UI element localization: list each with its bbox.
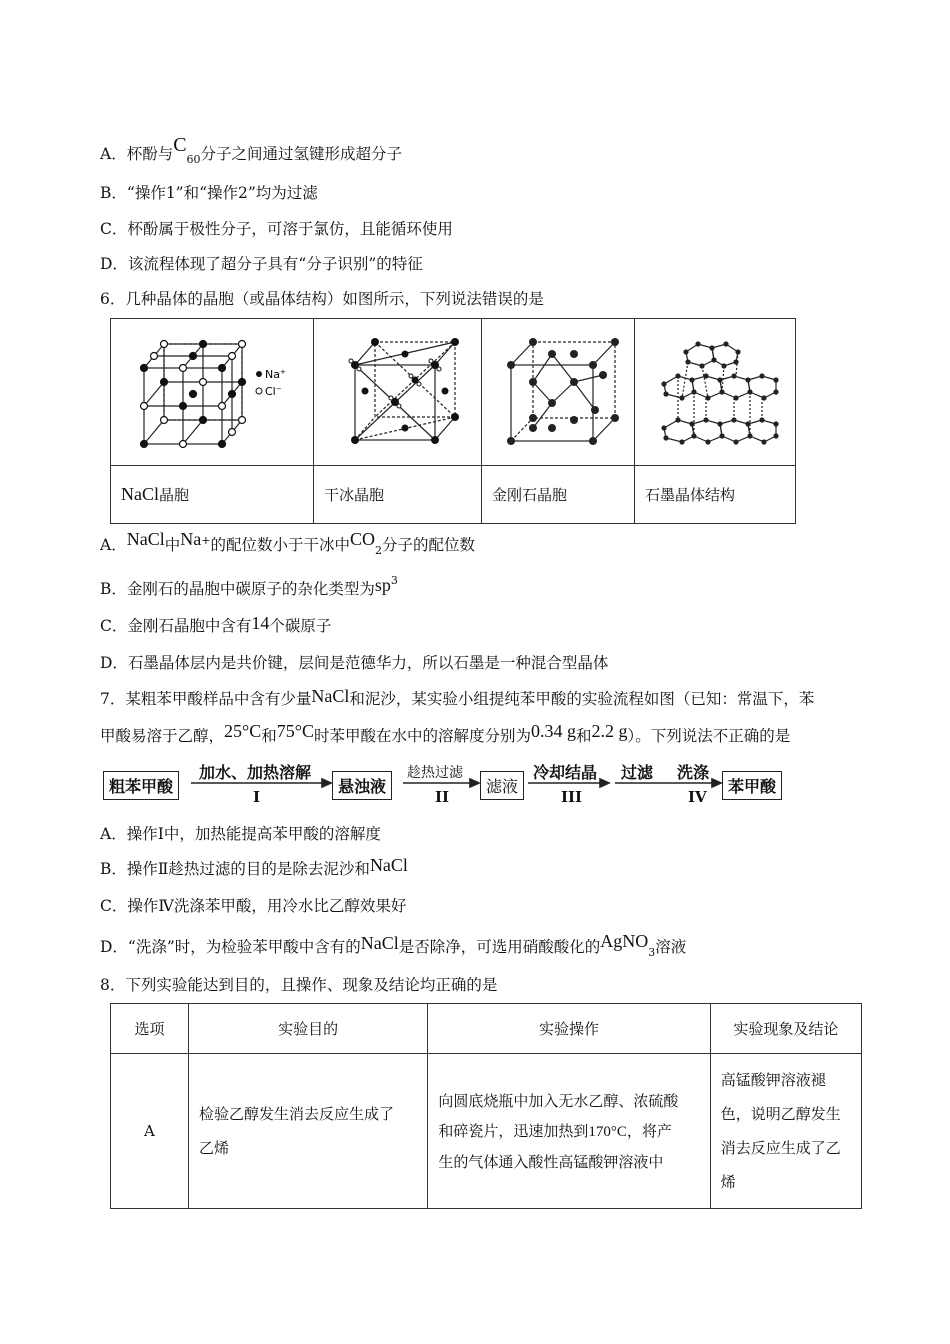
flow-step2-label: 趁热过滤: [407, 765, 463, 781]
q6-option-a-label: A．: [100, 536, 127, 554]
q7-option-d: [100, 931, 687, 960]
nacl-cell-diagram: [112, 320, 312, 460]
nacl-caption-formula: NaCl: [121, 484, 159, 504]
diamond-caption: 金刚石晶胞: [482, 466, 635, 524]
header-operation: 实验操作: [428, 1004, 710, 1054]
cl-legend-label: Cl: [265, 385, 276, 398]
q6-option-b: [100, 573, 398, 599]
flow-benzoic-acid: 苯甲酸: [722, 771, 782, 800]
q6-option-a: [100, 529, 475, 558]
q6-option-a-text-3: 分子的配位数: [381, 536, 475, 554]
flow-filtrate: 滤液: [480, 771, 524, 800]
header-option: 选项: [111, 1004, 189, 1054]
q6-option-c-text: C．金刚石晶胞中含有: [100, 617, 252, 635]
q6-option-a-text-1: 中: [164, 536, 181, 554]
q7-option-d-text-3: 溶液: [655, 938, 687, 956]
dry-ice-figure-cell: [314, 319, 482, 466]
formula-sp3-sup: 3: [390, 573, 398, 587]
q7-option-d-text-1: D．“洗涤”时，为检验苯甲酸中含有的: [100, 938, 361, 956]
q7-option-b-text: B．操作Ⅱ趁热过滤的目的是除去泥沙和: [100, 860, 370, 878]
q8-stem: 8．下列实验能达到目的，且操作、现象及结论均正确的是: [100, 976, 498, 994]
flow-step4-wash: 洗涤: [677, 763, 710, 782]
cl-legend-sup: −: [275, 385, 282, 393]
formula-co2-sub: 2: [374, 544, 382, 558]
flow-step1-label: 加水、加热溶解: [199, 763, 312, 782]
row-a-result-line2: 色，说明乙醇发生: [720, 1105, 841, 1123]
formula-nacl-q7: NaCl: [311, 686, 350, 706]
q7-stem-text-3: 甲酸易溶于乙醇，: [100, 727, 225, 745]
nacl-caption: [111, 466, 314, 524]
formula-nacl-q7b: NaCl: [369, 855, 408, 875]
q7-option-b: [100, 857, 408, 879]
row-a-operation-line2: [438, 1116, 699, 1147]
graphite-figure-cell: [635, 319, 796, 466]
q7-option-a: A．操作Ⅰ中，加热能提高苯甲酸的溶解度: [100, 825, 381, 843]
row-a-purpose: [188, 1054, 427, 1209]
row-a-operation-text-2: ，将产: [626, 1121, 672, 1140]
svg-text:Na+: [265, 368, 286, 381]
q6-option-c-text-2: 个碳原子: [269, 617, 332, 635]
q7-option-c: C．操作Ⅳ洗涤苯甲酸，用冷水比乙醇效果好: [100, 897, 407, 915]
dry-ice-caption: 干冰晶胞: [314, 466, 482, 524]
temp-25c: 25°C: [224, 721, 262, 741]
graphite-structure-diagram: [636, 320, 794, 460]
q5-option-c: C．杯酚属于极性分子，可溶于氯仿，且能循环使用: [100, 220, 453, 238]
q5-option-a: [100, 134, 403, 167]
q6-option-b-text: B．金刚石的晶胞中碳原子的杂化类型为: [100, 580, 375, 598]
formula-nacl-q7d: NaCl: [360, 933, 399, 953]
formula-agno3-sub: 3: [648, 946, 656, 960]
row-a-option: A: [111, 1054, 189, 1209]
flow-step1-roman: I: [253, 788, 261, 806]
header-result: 实验现象及结论: [710, 1004, 861, 1054]
nacl-caption-text: 晶胞: [159, 486, 190, 504]
flow-step4-roman: IV: [688, 788, 707, 806]
diamond-cell-diagram: [483, 320, 633, 460]
row-a-operation-line3: 生的气体通入酸性高锰酸钾溶液中: [438, 1152, 664, 1171]
cl-legend-dot: [256, 388, 262, 394]
flow-step3-roman: III: [561, 788, 583, 806]
q6-option-c: [100, 614, 331, 636]
flow-crude-benzoic-acid: 粗苯甲酸: [103, 771, 179, 800]
flow-suspension: 悬浊液: [332, 771, 392, 800]
table-row: [111, 1054, 862, 1209]
row-a-result-line1: 高锰酸钾溶液褪: [720, 1071, 826, 1089]
solubility-22: 2.2 g: [591, 721, 628, 741]
formula-nacl: NaCl: [126, 529, 165, 549]
formula-na-sup: +: [201, 533, 211, 547]
header-purpose: 实验目的: [188, 1004, 427, 1054]
na-legend-dot: [256, 371, 262, 377]
experiment-table: [110, 1003, 862, 1209]
na-legend-label: Na: [265, 368, 280, 381]
q7-option-d-text-2: 是否除净，可选用硝酸酸化的: [398, 938, 601, 956]
q5-option-d: D．该流程体现了超分子具有“分子识别”的特征: [100, 255, 423, 273]
dry-ice-cell-diagram: [315, 320, 480, 460]
row-a-operation: [428, 1054, 710, 1209]
q5-option-a-text: A．杯酚与: [100, 145, 174, 163]
q7-stem-line1: [100, 687, 814, 709]
q7-stem-text-1: 7．某粗苯甲酸样品中含有少量: [100, 690, 312, 708]
row-a-result: [710, 1054, 861, 1209]
formula-c60: C: [173, 134, 187, 156]
na-legend-sup: +: [279, 368, 286, 376]
q6-stem: 6．几种晶体的晶胞（或晶体结构）如图所示，下列说法错误的是: [100, 290, 544, 308]
graphite-caption: 石墨晶体结构: [635, 466, 796, 524]
diamond-figure-cell: [482, 319, 635, 466]
row-a-operation-line1: 向圆底烧瓶中加入无水乙醇、浓硫酸: [438, 1091, 679, 1110]
purification-flowchart: [103, 758, 788, 810]
flow-step3-label: 冷却结晶: [533, 763, 598, 782]
q7-stem-text-2: 和泥沙，某实验小组提纯苯甲酸的实验流程如图（已知：常温下，苯: [349, 690, 815, 708]
row-a-result-line3: 消去反应生成了乙: [720, 1139, 841, 1157]
nacl-figure-cell: [111, 319, 314, 466]
q7-stem-text-7: ）。下列说法不正确的是: [627, 727, 791, 745]
q6-option-d: D．石墨晶体层内是共价键，层间是范德华力，所以石墨是一种混合型晶体: [100, 654, 609, 672]
flow-step2-roman: II: [435, 788, 450, 806]
row-a-operation-text: 和碎瓷片，迅速加热到: [438, 1121, 589, 1140]
q7-stem-text-4: 和: [261, 727, 277, 745]
temp-75c: 75°C: [276, 721, 314, 741]
q5-option-b: B．“操作1”和“操作2”均为过滤: [100, 184, 318, 202]
row-a-purpose-line2: 乙烯: [198, 1139, 229, 1157]
solubility-034: 0.34 g: [530, 721, 576, 741]
row-a-purpose-line1: 检验乙醇发生消去反应生成了: [198, 1105, 394, 1123]
q7-stem-text-5: 时苯甲酸在水中的溶解度分别为: [313, 727, 531, 745]
formula-co2: CO: [349, 529, 375, 549]
formula-c60-sub: 60: [186, 153, 201, 167]
q5-option-a-text-2: 分子之间通过氢键形成超分子: [200, 145, 403, 163]
formula-na: Na: [180, 529, 202, 549]
row-a-result-line4: 烯: [720, 1173, 736, 1191]
number-14: 14: [251, 613, 270, 633]
crystal-table: [110, 318, 796, 524]
temp-170c: 170°C: [588, 1123, 627, 1140]
formula-agno3: AgNO: [600, 931, 649, 951]
formula-sp3: sp: [374, 575, 391, 595]
svg-text:Cl−: [265, 385, 282, 398]
q7-stem-text-6: 和: [575, 727, 592, 745]
flow-step4-filter: 过滤: [621, 763, 654, 782]
q6-option-a-text-2: 的配位数小于干冰中: [210, 536, 350, 554]
q7-stem-line2: [100, 721, 791, 746]
